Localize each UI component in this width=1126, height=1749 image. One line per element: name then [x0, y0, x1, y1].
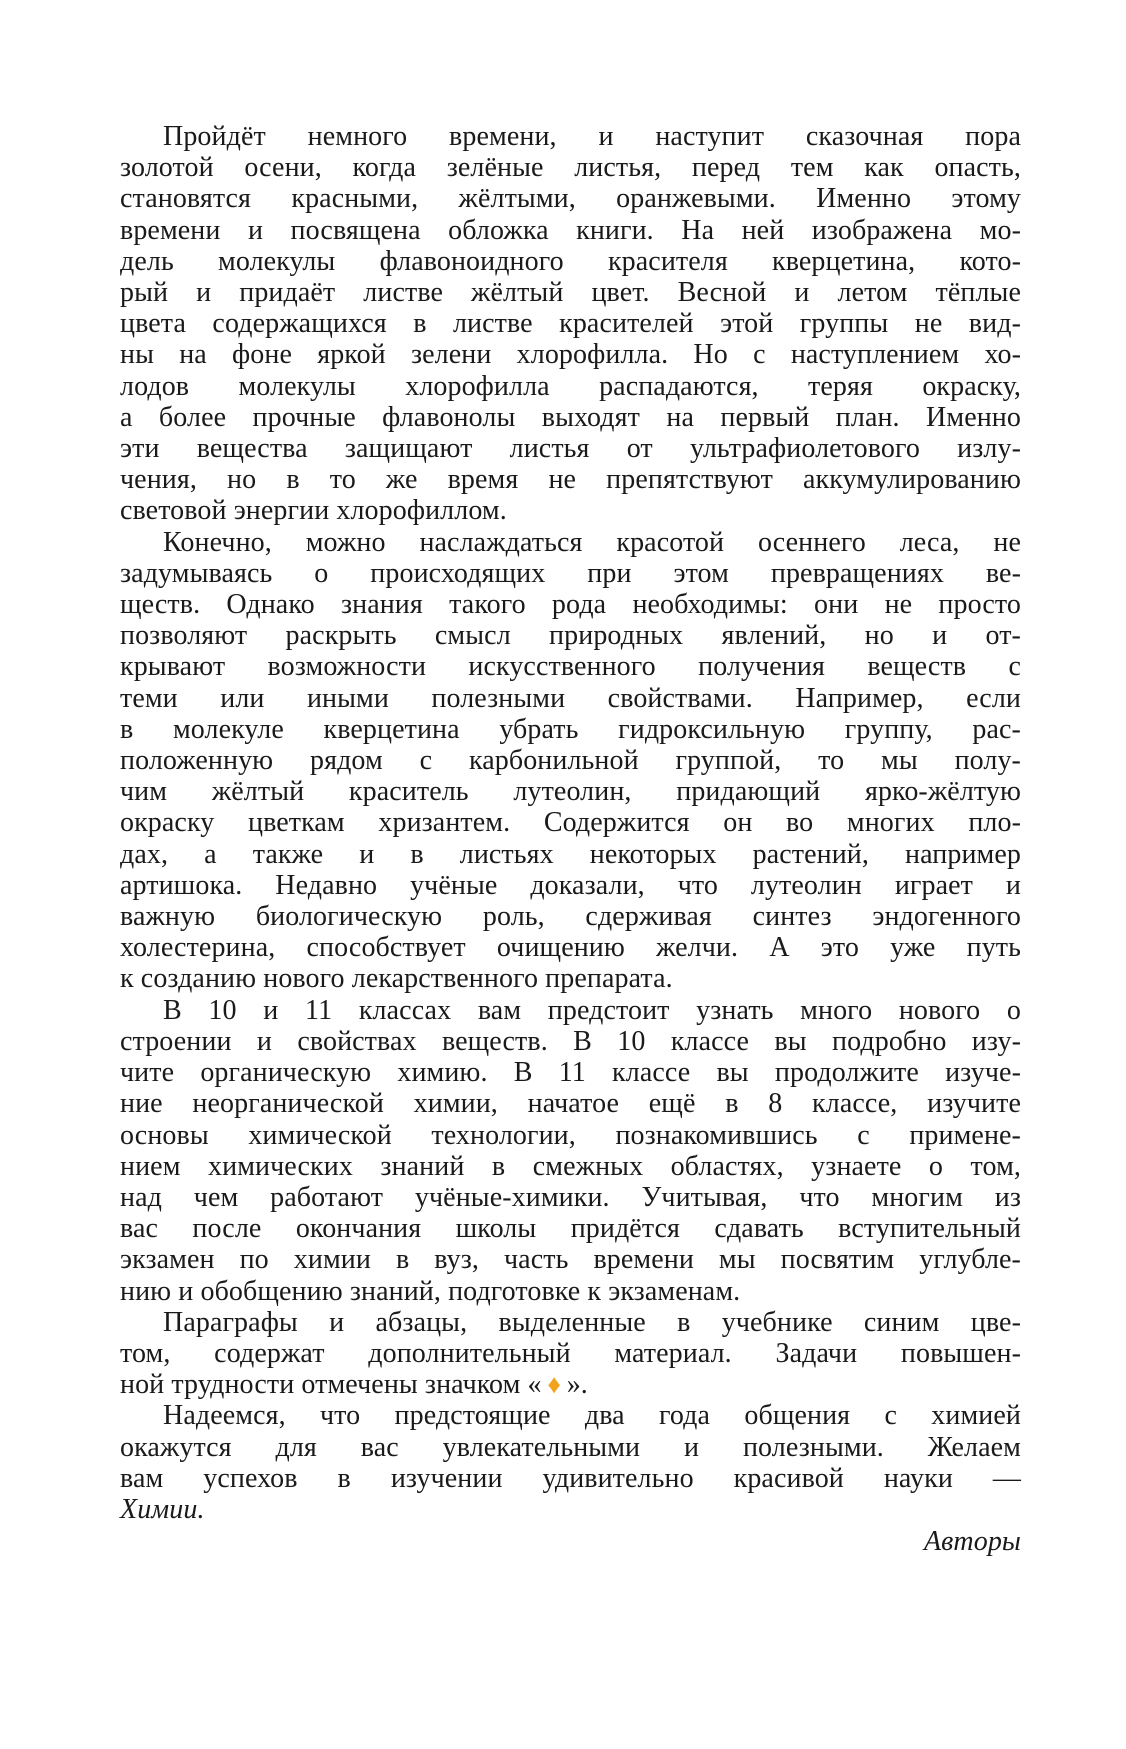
- text-segment: над чем работают учёные-химики. Учитывая, что многим из: [120, 1181, 1021, 1213]
- text-segment: ществ. Однако знания такого рода необходимы: они не просто: [120, 589, 1021, 621]
- text-segment: Пройдёт немного времени, и наступит сказочная пора: [163, 121, 1021, 152]
- text-line: [120, 807, 1021, 838]
- text-line: [120, 1307, 1021, 1338]
- text-line: [120, 495, 1021, 526]
- text-segment: крывают возможности искусственного получения веществ с: [120, 651, 1021, 683]
- text-segment: строении и свойствах веществ. В 10 классе вы подробно изу-: [120, 1025, 1021, 1057]
- text-segment: дах, а также и в листьях некоторых растений, например: [120, 838, 1021, 870]
- text-segment: окажутся для вас увлекательными и полезными. Желаем: [120, 1431, 1021, 1463]
- text-line: [120, 558, 1021, 589]
- text-segment: рый и придаёт листве жёлтый цвет. Весной и летом тёплые: [120, 277, 1021, 309]
- text-segment: вам успехов в изучении удивительно красивой науки —: [120, 1462, 1021, 1494]
- text-segment: световой энергии хлорофиллом.: [120, 495, 507, 527]
- text-line: [120, 1494, 1021, 1525]
- text-segment: Конечно, можно наслаждаться красотой осеннего леса, не: [163, 526, 1021, 558]
- text-line: [120, 1182, 1021, 1213]
- text-line: [120, 152, 1021, 183]
- text-segment: дель молекулы флавоноидного красителя кверцетина, кото-: [120, 245, 1021, 277]
- preface-paragraphs: [120, 121, 1021, 1525]
- text-line: [120, 683, 1021, 714]
- text-segment: основы химической технологии, познакомившись с примене-: [120, 1119, 1021, 1151]
- text-line: [120, 839, 1021, 870]
- text-line: [120, 901, 1021, 932]
- text-segment: ны на фоне яркой зелени хлорофилла. Но с наступлением хо-: [120, 339, 1021, 371]
- text-segment: к созданию нового лекарственного препарата.: [120, 963, 673, 995]
- paragraph-5: [120, 1400, 1021, 1525]
- text-line: [120, 1338, 1021, 1369]
- text-segment: нию и обобщению знаний, подготовке к экзаменам.: [120, 1275, 741, 1307]
- text-segment: нием химических знаний в смежных областях, узнаете о том,: [120, 1150, 1021, 1182]
- text-line: [120, 277, 1021, 308]
- text-line: [120, 932, 1021, 963]
- text-segment: цвета содержащихся в листве красителей этой группы не вид-: [120, 308, 1021, 340]
- text-line: [120, 1213, 1021, 1244]
- text-line: [120, 1244, 1021, 1275]
- text-line: [120, 1400, 1021, 1431]
- text-line: [120, 963, 1021, 994]
- text-line: [120, 1088, 1021, 1119]
- text-line: [120, 589, 1021, 620]
- text-line: [120, 308, 1021, 339]
- text-line: [120, 215, 1021, 246]
- text-segment: позволяют раскрыть смысл природных явлений, но и от-: [120, 620, 1021, 652]
- text-line: [120, 339, 1021, 370]
- text-line: [120, 714, 1021, 745]
- text-segment: положенную рядом с карбонильной группой, то мы полу-: [120, 745, 1021, 777]
- difficulty-diamond-icon: ♦: [547, 1369, 561, 1400]
- text-segment: в молекуле кверцетина убрать гидроксильную группу, рас-: [120, 713, 1021, 745]
- text-segment: важную биологическую роль, сдерживая синтез эндогенного: [120, 901, 1021, 933]
- text-segment: холестерина, способствует очищению желчи. А это уже путь: [120, 932, 1021, 964]
- text-segment: золотой осени, когда зелёные листья, перед тем как опасть,: [120, 152, 1021, 184]
- text-segment: окраску цветкам хризантем. Содержится он во многих пло-: [120, 807, 1021, 839]
- text-segment: В 10 и 11 классах вам предстоит узнать много нового о: [163, 994, 1021, 1026]
- text-line: [120, 870, 1021, 901]
- text-line: [120, 1151, 1021, 1182]
- text-line: [120, 1463, 1021, 1494]
- text-segment: том, содержат дополнительный материал. Задачи повышен-: [120, 1337, 1021, 1369]
- text-line: [120, 620, 1021, 651]
- paragraph-1: [120, 121, 1021, 527]
- text-segment: становятся красными, жёлтыми, оранжевыми. Именно этому: [120, 183, 1021, 215]
- text-segment: Параграфы и абзацы, выделенные в учебнике синим цве-: [163, 1306, 1021, 1338]
- paragraph-2: [120, 527, 1021, 995]
- text-segment: а более прочные флавонолы выходят на первый план. Именно: [120, 401, 1021, 433]
- text-segment: артишока. Недавно учёные доказали, что лутеолин играет и: [120, 869, 1021, 901]
- text-segment: ».: [561, 1369, 588, 1401]
- text-line: [120, 1432, 1021, 1463]
- text-line: [120, 246, 1021, 277]
- paragraph-4: [120, 1307, 1021, 1401]
- text-line: [120, 1057, 1021, 1088]
- text-segment: задумываясь о происходящих при этом превращениях ве-: [120, 557, 1021, 589]
- text-line: [120, 402, 1021, 433]
- text-line: [120, 745, 1021, 776]
- text-segment: чите органическую химию. В 11 классе вы продолжите изуче-: [120, 1057, 1021, 1089]
- emphasis-text: Химии.: [120, 1493, 205, 1525]
- text-segment: времени и посвящена обложка книги. На ней изображена мо-: [120, 214, 1021, 246]
- text-line: [120, 371, 1021, 402]
- text-line: [120, 464, 1021, 495]
- text-segment: теми или иными полезными свойствами. Например, если: [120, 682, 1021, 714]
- text-line: [120, 1276, 1021, 1307]
- text-segment: чим жёлтый краситель лутеолин, придающий ярко-жёлтую: [120, 776, 1021, 808]
- text-segment: лодов молекулы хлорофилла распадаются, теряя окраску,: [120, 370, 1021, 402]
- text-segment: эти вещества защищают листья от ультрафиолетового излу-: [120, 433, 1021, 465]
- text-segment: вас после окончания школы придётся сдавать вступительный: [120, 1213, 1021, 1245]
- text-line: [120, 1120, 1021, 1151]
- text-segment: чения, но в то же время не препятствуют аккумулированию: [120, 464, 1021, 496]
- authors-signature: Авторы: [923, 1526, 1021, 1558]
- text-line: [120, 121, 1021, 152]
- text-line: [120, 1026, 1021, 1057]
- text-segment: ние неорганической химии, начатое ещё в 8 классе, изучите: [120, 1088, 1021, 1120]
- text-line: [120, 1369, 1021, 1400]
- paragraph-3: [120, 995, 1021, 1307]
- text-line: [120, 183, 1021, 214]
- text-line: [120, 776, 1021, 807]
- text-segment: экзамен по химии в вуз, часть времени мы посвятим углубле-: [120, 1244, 1021, 1276]
- text-segment: ной трудности отмечены значком «: [120, 1369, 548, 1401]
- text-line: [120, 995, 1021, 1026]
- text-line: [120, 651, 1021, 682]
- preface-text-block: [120, 121, 1021, 1557]
- text-segment: Надеемся, что предстоящие два года общения с химией: [163, 1400, 1021, 1432]
- text-line: [120, 433, 1021, 464]
- text-line: [120, 527, 1021, 558]
